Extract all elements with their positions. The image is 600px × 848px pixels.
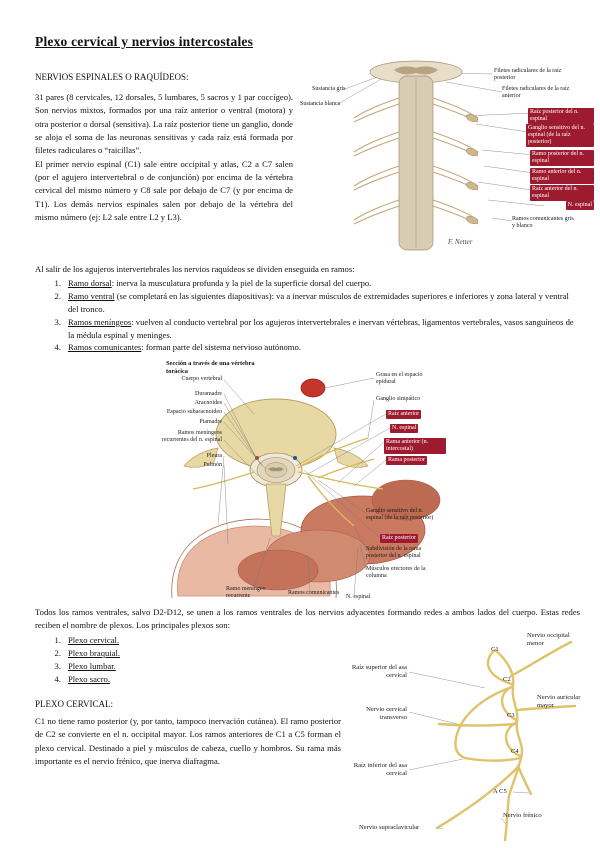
list-number: 2. — [54, 290, 61, 301]
list-text: : vuelven al conducto vertebral por los agujeros intervertebrales e inervan vértebras, ligamentos vertebrales, vasos sanguíneos de la médula espinal y meninges. — [68, 316, 574, 340]
fig-label: Ramo anterior del n. espinal — [530, 168, 594, 184]
ramos-list — [35, 277, 580, 354]
fig-label: Rama posterior — [386, 456, 427, 465]
plexus-node-label: C2 — [503, 676, 511, 683]
plexos-intro-text: Todos los ramos ventrales, salvo D2-D12, se unen a los ramos ventrales de los nervios adyacentes formando redes a ambos lados del cuerpo. Estas redes reciben el nombre de plexos. Los principales plexos son: — [35, 607, 580, 631]
fig-label: Filetes radiculares de la raíz anterior — [502, 86, 570, 100]
list-item — [35, 277, 580, 290]
fig-label: Grasa en el espacio epidural — [376, 372, 423, 386]
intro-paragraph-1: 31 pares (8 cervicales, 12 dorsales, 5 lumbares, 5 sacros y 1 par coccígeo). Son nervios mixtos, formados por una raíz anterior o ventral (motora) y otra posterior o dorsal (sensitiva). La raíz posterior tiene un ganglio, donde se aloja el soma de las neuronas sensitivas y cada raíz está formada por filetes radiculares o “raicillas”. — [35, 92, 293, 156]
list-number: 1. — [54, 635, 61, 645]
fig-label: Cuerpo vertebral — [181, 376, 222, 382]
ramos-intro-text: Al salir de los agujeros intervertebrales los nervios raquídeos se dividen enseguida en ramos: — [35, 264, 355, 274]
list-number: 1. — [54, 278, 61, 288]
fig-label: Subdivisión de la rama posterior del n. espinal — [366, 546, 422, 560]
section-heading-nervios-espinales: NERVIOS ESPINALES O RAQUÍDEOS: — [35, 72, 189, 82]
fig-label: Ramos comunicantes gris y blanco — [512, 216, 574, 230]
plexos-list — [35, 634, 295, 686]
fig-label: N. espinal — [346, 594, 371, 600]
fig-label: Raíz anterior del n. espinal — [530, 185, 594, 201]
fig-label: Piamadre — [199, 419, 222, 425]
fig-label: Nervio supraclavicular — [359, 824, 420, 831]
fig-label: Ganglio simpático — [376, 396, 421, 402]
list-term: Ramo dorsal — [68, 278, 112, 288]
page-title: Plexo cervical y nervios intercostales — [35, 34, 254, 49]
intro-paragraph-2: El primer nervio espinal (C1) sale entre occipital y atlas, C2 a C7 salen (por el agujero intervertebral o de conjunción) por encima de la vértebra cervical del mismo número y C8 sale por debajo de C7 (y por encima de T1). Los demás nervios espinales salen por debajo de la vértebra del mismo número (ej: L2 sale entre L2 y L3). — [35, 158, 293, 222]
fig-label: Rama anterior (n. intercostal) — [384, 438, 446, 454]
figure-vertebra-cross-section — [158, 358, 458, 604]
list-term: Ramos meníngeos — [68, 316, 132, 327]
fig-label: Ganglio sensitivo del n. espinal (de la raíz posterior) — [526, 124, 594, 147]
plexus-node-label: C3 — [507, 712, 515, 719]
artist-signature: F. Netter — [448, 238, 473, 246]
fig-label: Ganglio sensitivo del n. espinal (de la raíz posterior) — [366, 508, 434, 522]
list-item — [35, 673, 295, 686]
list-number: 3. — [54, 660, 61, 671]
fig-label: Nervio frénico — [503, 812, 542, 819]
section-heading-plexo-cervical: PLEXO CERVICAL: — [35, 699, 114, 709]
cervical-paragraph: C1 no tiene ramo posterior (y, por tanto, tampoco inervación cutánea). El ramo posterior de C2 se convierte en el n. occipital mayor. Los ramos anteriores de C1 a C5 forman el plexo cervical. Destinado a piel y músculos de cabeza, cuello y hombros. Su rama más importante es el nervio frénico, que inerva diafragma. — [35, 716, 341, 766]
list-number: 4. — [54, 673, 61, 684]
list-text: Plexo cervical. — [68, 635, 120, 645]
fig-label: Músculos erectores de la columna — [366, 566, 426, 580]
list-item — [35, 341, 580, 354]
list-item — [35, 290, 580, 316]
fig-label: Sustancia gris — [312, 86, 346, 92]
list-item — [35, 634, 295, 647]
fig-label: Pulmón — [203, 462, 222, 468]
list-term: Ramo ventral — [68, 290, 115, 301]
fig-label: Ramos meníngeos recurrentes del n. espinal — [162, 430, 222, 444]
list-text: (se completará en las siguientes diapositivas): va a inervar músculos de extremidades superiores e inferiores y zona lateral y ventral del tronco. — [68, 290, 569, 314]
fig-label: Duramadre — [195, 391, 222, 397]
fig-label: Aracnoides — [194, 400, 222, 406]
fig-label: Nervio auricular mayor — [537, 694, 581, 709]
fig-label: Filetes radiculares de la raíz posterior — [494, 68, 562, 82]
fig-label: Nervio cervical transverso — [366, 706, 407, 721]
fig-label: Raíz superior del asa cervical — [351, 664, 407, 679]
plexus-node-label: A C5 — [493, 788, 507, 795]
intro-text-column — [35, 91, 293, 224]
list-text: : inerva la musculatura profunda y la piel de la superficie dorsal del cuerpo. — [111, 278, 372, 288]
figure-spinal-nerve-roots — [296, 58, 596, 258]
fig-label: Ramos comunicantes — [288, 590, 340, 596]
list-item — [35, 660, 295, 673]
plexus-node-label: C4 — [511, 748, 519, 755]
fig-label: N. espinal — [390, 424, 418, 433]
list-text: Plexo braquial. — [68, 647, 121, 658]
fig-label: Raíz posterior del n. espinal — [528, 108, 594, 124]
list-number: 2. — [54, 647, 61, 658]
plexus-node-label: C1 — [491, 646, 499, 653]
fig-label: Ramo meníngeo recurrente — [226, 586, 266, 600]
figure-cervical-plexus — [345, 628, 595, 843]
cervical-plexus-illustration — [345, 628, 595, 843]
fig-label: Ramo posterior del n. espinal — [530, 150, 594, 166]
figure-title: Sección a través de una vértebra torácica — [166, 360, 255, 375]
fig-label: Sustancia blanca — [300, 101, 341, 107]
list-term: Ramos comunicantes — [68, 342, 142, 353]
fig-label: Nervio occipital menor — [527, 632, 570, 647]
list-number: 3. — [54, 316, 61, 327]
fig-label: Raíz posterior — [380, 534, 418, 543]
fig-label: Raíz inferior del asa cervical — [353, 762, 407, 777]
list-text: Plexo sacro. — [68, 673, 111, 684]
fig-label: Espacio subaracnoideo — [166, 409, 222, 415]
list-item — [35, 316, 580, 342]
list-number: 4. — [54, 342, 61, 353]
list-text: Plexo lumbar. — [68, 660, 116, 671]
fig-label: Raíz anterior — [386, 410, 421, 419]
fig-label: Pleura — [206, 453, 222, 459]
list-item — [35, 647, 295, 660]
fig-label: N. espinal — [566, 201, 594, 210]
list-text: : forman parte del sistema nervioso autónomo. — [141, 342, 301, 353]
